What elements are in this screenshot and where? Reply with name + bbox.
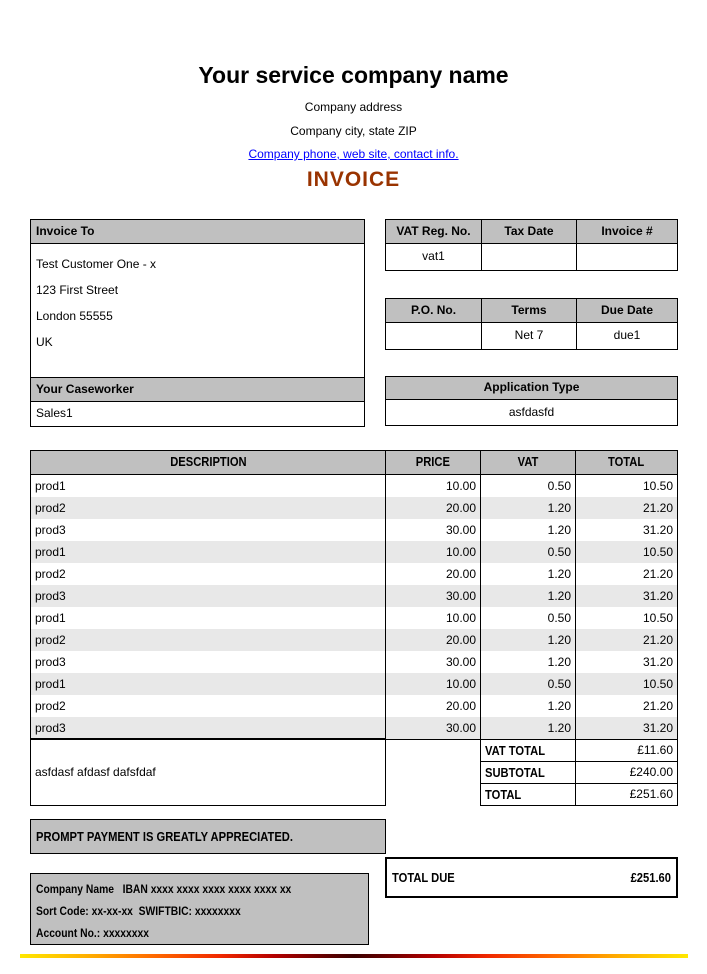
customer-name: Test Customer One - x	[36, 257, 157, 271]
price-column-header: PRICE	[385, 451, 480, 474]
invoice-to-section	[30, 219, 365, 384]
item-description: prod3	[35, 655, 66, 669]
prompt-payment-text: PROMPT PAYMENT IS GREATLY APPRECIATED.	[36, 829, 293, 844]
bank-line-account: Account No.: xxxxxxxx	[36, 926, 149, 940]
bank-line-sortcode-swift: Sort Code: xx-xx-xx SWIFTBIC: xxxxxxxx	[36, 904, 241, 918]
terms-header: Terms	[481, 299, 576, 322]
customer-city: London 55555	[36, 309, 113, 323]
item-total: 31.20	[575, 651, 677, 673]
item-description: prod2	[35, 633, 66, 647]
item-price: 30.00	[385, 519, 480, 541]
item-description: prod1	[35, 545, 66, 559]
item-total: 10.50	[575, 475, 677, 497]
due-date-header: Due Date	[576, 299, 677, 322]
items-rows	[31, 475, 677, 739]
total-row	[481, 783, 677, 805]
table-row	[31, 673, 677, 695]
table-row	[31, 563, 677, 585]
line-items-table	[30, 450, 678, 740]
bank-line-iban: Company Name IBAN xxxx xxxx xxxx xxxx xxxx xx	[36, 882, 292, 896]
caseworker-value: Sales1	[36, 406, 73, 420]
item-price: 10.00	[385, 541, 480, 563]
item-description: prod3	[35, 721, 66, 735]
document-title: INVOICE	[306, 168, 401, 191]
item-description: prod2	[35, 501, 66, 515]
po-no-header: P.O. No.	[410, 303, 457, 317]
item-vat: 1.20	[480, 629, 575, 651]
invoice-note: asfdasf afdasf dafsfdaf	[30, 738, 386, 806]
table-row	[31, 695, 677, 717]
item-description: prod1	[35, 611, 66, 625]
item-vat: 1.20	[480, 497, 575, 519]
invoice-to-header: Invoice To	[31, 220, 364, 244]
total-value: £251.60	[575, 784, 677, 805]
caseworker-section	[30, 377, 365, 427]
item-vat: 0.50	[480, 541, 575, 563]
item-vat: 1.20	[480, 585, 575, 607]
item-total: 21.20	[575, 563, 677, 585]
vat-total-row	[481, 740, 677, 761]
item-total: 31.20	[575, 585, 677, 607]
vat-meta-table	[385, 219, 678, 271]
terms-value: Net 7	[481, 323, 576, 349]
item-price: 10.00	[385, 607, 480, 629]
item-vat: 1.20	[480, 717, 575, 739]
company-address-line1: Company address	[304, 100, 403, 114]
item-price: 20.00	[385, 563, 480, 585]
caseworker-header: Your Caseworker	[31, 378, 364, 402]
vat-reg-no-header: VAT Reg. No.	[396, 224, 471, 238]
tax-date-value	[481, 244, 576, 270]
application-type-value: asfdasfd	[508, 405, 555, 419]
company-name: Your service company name	[198, 62, 509, 88]
footer-gradient-bar	[20, 954, 688, 958]
table-row	[31, 497, 677, 519]
item-total: 31.20	[575, 519, 677, 541]
invoice-number-header: Invoice #	[576, 220, 677, 243]
tax-date-header: Tax Date	[481, 220, 576, 243]
po-meta-header-row	[386, 299, 677, 323]
totals-table	[480, 739, 678, 806]
invoice-to-body	[31, 244, 364, 383]
item-vat: 0.50	[480, 673, 575, 695]
vat-total-value: £11.60	[575, 740, 677, 761]
item-price: 20.00	[385, 629, 480, 651]
customer-country: UK	[36, 335, 53, 349]
item-vat: 0.50	[480, 475, 575, 497]
description-column-header: DESCRIPTION	[169, 454, 247, 469]
item-price: 30.00	[385, 717, 480, 739]
prompt-payment-banner	[30, 819, 386, 854]
table-row	[31, 607, 677, 629]
application-type-section	[385, 376, 678, 426]
subtotal-label: SUBTOTAL	[485, 765, 545, 780]
table-row	[31, 475, 677, 497]
item-vat: 1.20	[480, 519, 575, 541]
item-total: 21.20	[575, 695, 677, 717]
item-description: prod1	[35, 479, 66, 493]
company-contact-line	[0, 147, 707, 161]
item-vat: 0.50	[480, 607, 575, 629]
po-meta-table	[385, 298, 678, 350]
total-label: TOTAL	[485, 787, 522, 802]
vat-total-label: VAT TOTAL	[485, 743, 546, 758]
company-contact-link[interactable]: Company phone, web site, contact info.	[248, 147, 459, 161]
vat-meta-value-row	[386, 244, 677, 270]
total-due-value: £251.60	[630, 870, 671, 885]
item-vat: 1.20	[480, 695, 575, 717]
item-price: 30.00	[385, 651, 480, 673]
item-description: prod3	[35, 523, 66, 537]
item-price: 20.00	[385, 497, 480, 519]
table-row	[31, 629, 677, 651]
po-meta-value-row	[386, 323, 677, 349]
item-total: 21.20	[575, 497, 677, 519]
item-total: 10.50	[575, 673, 677, 695]
item-total: 31.20	[575, 717, 677, 739]
vat-column-header: VAT	[480, 451, 575, 474]
po-no-value	[386, 323, 481, 349]
item-price: 10.00	[385, 475, 480, 497]
item-description: prod2	[35, 699, 66, 713]
item-description: prod1	[35, 677, 66, 691]
item-description: prod3	[35, 589, 66, 603]
item-vat: 1.20	[480, 651, 575, 673]
bank-details-box	[30, 873, 369, 945]
item-total: 21.20	[575, 629, 677, 651]
vat-reg-no-value: vat1	[422, 249, 445, 263]
item-description: prod2	[35, 567, 66, 581]
vat-meta-header-row	[386, 220, 677, 244]
total-due-box	[385, 857, 678, 898]
item-vat: 1.20	[480, 563, 575, 585]
subtotal-value: £240.00	[575, 762, 677, 783]
total-column-header: TOTAL	[575, 451, 677, 474]
item-price: 10.00	[385, 673, 480, 695]
invoice-number-value	[576, 244, 677, 270]
total-due-label: TOTAL DUE	[392, 870, 455, 885]
application-type-header: Application Type	[386, 377, 677, 400]
item-total: 10.50	[575, 607, 677, 629]
table-row	[31, 519, 677, 541]
subtotal-row	[481, 761, 677, 783]
company-address-line2: Company city, state ZIP	[290, 124, 417, 138]
table-row	[31, 541, 677, 563]
table-row	[31, 651, 677, 673]
item-price: 20.00	[385, 695, 480, 717]
due-date-value: due1	[576, 323, 677, 349]
item-price: 30.00	[385, 585, 480, 607]
table-row	[31, 585, 677, 607]
item-total: 10.50	[575, 541, 677, 563]
line-items-header-row	[31, 451, 677, 475]
customer-street: 123 First Street	[36, 283, 119, 297]
table-row	[31, 717, 677, 739]
